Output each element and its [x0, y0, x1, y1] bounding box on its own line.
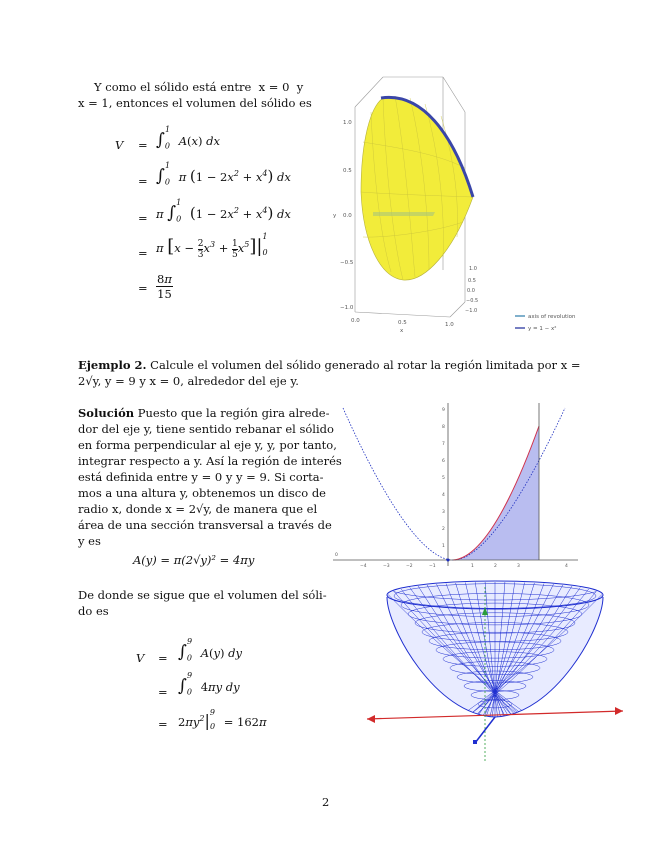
solution-label: Solución [78, 406, 135, 420]
solution-line-8: área de una sección transversal a través de [78, 518, 332, 532]
solution-line-9: y es [78, 534, 101, 548]
eq1-row-1: $\int_0^1$ A(x) dx [156, 125, 221, 151]
legend [515, 314, 576, 332]
tick-y-5: −1.0 [340, 305, 354, 311]
axis-label-x: x [400, 328, 404, 334]
page-number: 2 [322, 795, 330, 809]
vertical-axis-ticks [333, 120, 354, 311]
eq1-row-3: π $\int_0^1$ $(1 - 2x^2 + x^4)$ dx [156, 198, 291, 224]
tick-y-4: −0.5 [340, 260, 354, 266]
solution-line-6: mos a una altura y, obtenemos un disco de [78, 486, 326, 500]
solution-line-2: dor del eje y, tiene sentido rebanar el sólido [78, 422, 334, 436]
eq2-row-1: $\int_0^9$ A(y) dy [178, 637, 243, 663]
conclusion-line-1: De donde se sigue que el volumen del sóli- [78, 588, 327, 602]
eq1-lhs: V [115, 138, 124, 152]
intro-line-1: Y como el sólido está entre x = 0 y [94, 80, 304, 94]
solution-line-7: radio x, donde x = 2√y, de manera que el [78, 502, 318, 516]
legend-curve: y = 1 − x² [528, 326, 557, 332]
tick-y-8: 8 [442, 425, 445, 430]
example-2 [78, 357, 581, 389]
tick-x--1: −1 [429, 564, 436, 569]
tick-x-3: 3 [517, 564, 520, 569]
tick-x-1: 1 [471, 564, 474, 569]
solid-revolution-figure [325, 72, 590, 334]
origin-point [447, 559, 450, 562]
tick-z-4: −0.5 [466, 298, 479, 304]
shaded-region [453, 426, 539, 560]
tick-x-3: 1.0 [445, 322, 454, 328]
tick-x--3: −3 [383, 564, 390, 569]
tick-y-3: 0.0 [343, 213, 352, 219]
tick-y-7: 7 [442, 442, 445, 447]
paraboloid-surface [361, 97, 473, 280]
example-line-2: 2√y, y = 9 y x = 0, alrededor del eje y. [78, 374, 299, 388]
tick-z-2: 0.5 [468, 278, 476, 284]
mesh-surface [365, 567, 625, 767]
tick-y-1: 1.0 [343, 120, 352, 126]
example-line-1: Calcule el volumen del sólido generado al rotar la región limitada por x = [150, 358, 581, 372]
horizontal-axis-ticks [351, 318, 454, 334]
paraboloid-mesh-figure [365, 567, 625, 767]
eq2-lhs: V [136, 651, 145, 665]
tick-x--2: −2 [406, 564, 413, 569]
solution-line-5: está definida entre y = 0 y y = 9. Si corta- [78, 470, 324, 484]
eq2-row-3: $2\pi y^2|^9_0 = 162\pi$ [178, 708, 267, 732]
tick-y-1: 1 [442, 544, 445, 549]
region-plot [333, 398, 578, 570]
solution-line-4: integrar respecto a y. Así la región de interés [78, 454, 342, 468]
tick-y-2: 2 [442, 527, 445, 532]
eq1-row-5: 8π 15 [157, 272, 172, 301]
example-label: Ejemplo 2. [78, 358, 147, 372]
tick-y-2: 0.5 [343, 168, 352, 174]
solution-paragraph [78, 405, 342, 549]
depth-axis-ticks [465, 266, 478, 314]
axis-label-y: y [333, 213, 337, 219]
intro-paragraph [78, 79, 334, 111]
tick-z-3: 0.0 [467, 288, 475, 294]
tick-x-4: 4 [565, 564, 568, 569]
area-formula: A(y) = π(2√y)² = 4πy [133, 553, 255, 567]
tick-y-9: 9 [442, 408, 445, 413]
origin-label: 0 [335, 553, 338, 558]
tick-y-4: 4 [442, 493, 445, 498]
tick-x-2: 2 [494, 564, 497, 569]
tick-z-1: 1.0 [469, 266, 477, 272]
solution-line-3: en forma perpendicular al eje y, y, por tanto, [78, 438, 337, 452]
tick-z-5: −1.0 [465, 308, 478, 314]
tick-x-2: 0.5 [398, 320, 407, 326]
tick-x-1: 0.0 [351, 318, 360, 324]
eq2-row-2: $\int_0^9$ 4πy dy [178, 671, 240, 697]
y-ticks [442, 407, 445, 549]
tick-x--4: −4 [360, 564, 367, 569]
conclusion-paragraph [78, 587, 328, 619]
tick-y-6: 6 [442, 459, 445, 464]
solution-line-1: Puesto que la región gira alrede- [137, 406, 330, 420]
intro-line-2: x = 1, entonces el volumen del sólido es [78, 96, 312, 110]
eq1-row-2: $\int_0^1$ π $(1 - 2x^2 + x^4)$ dx [156, 161, 291, 187]
tick-y-5: 5 [442, 476, 445, 481]
eq1-row-4: π [x − $\frac{2}{3}$ $x^3$ + $\frac{1}{5}$ $x^5]|^1_0$ [156, 232, 268, 260]
tick-y-3: 3 [442, 510, 445, 515]
legend-axis: axis of revolution [528, 314, 576, 320]
conclusion-line-2: do es [78, 604, 109, 618]
